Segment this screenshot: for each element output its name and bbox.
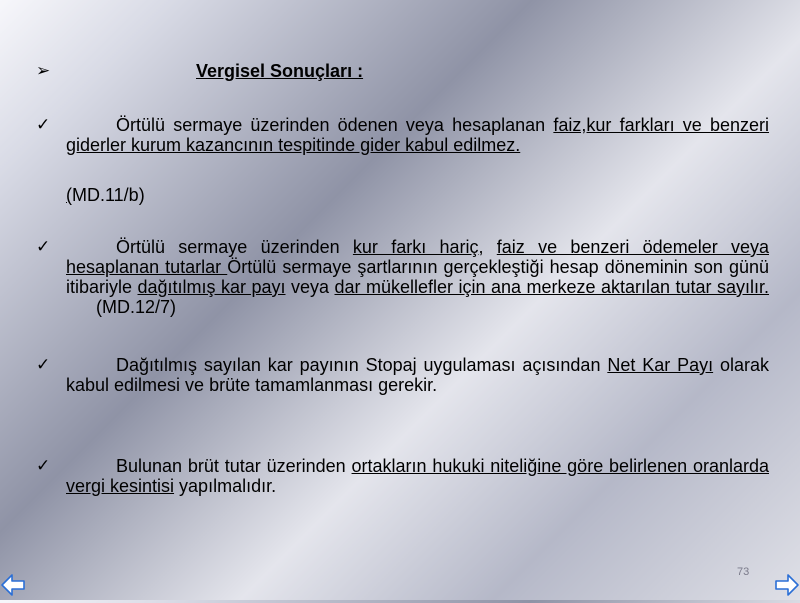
article-reference: (MD.11/b)	[66, 185, 145, 205]
list-item-text: Örtülü sermaye üzerinden kur farkı hariç, faiz ve benzeri ödemeler veya hesaplanan tutarlar Örtülü sermaye şartlarının gerçekleştiği hesap döneminin son günü itibariyle dağıtılmış kar payı veya dar mükellefler için ana merkeze aktarılan tutar sayılır. (MD.12/7)	[66, 237, 770, 317]
list-item-text: Örtülü sermaye üzerinden ödenen veya hesaplanan faiz,kur farkları ve benzeri giderler kurum kazancının tespitinde gider kabul edilmez.	[66, 115, 769, 155]
arrow-right-icon	[774, 572, 800, 598]
previous-slide-button[interactable]	[0, 572, 26, 598]
list-item-text: Bulunan brüt tutar üzerinden ortakların hukuki niteliğine göre belirlenen oranlarda vergi kesintisi yapılmalıdır.	[66, 456, 769, 496]
list-item-text: Dağıtılmış sayılan kar payının Stopaj uygulaması açısından Net Kar Payı olarak kabul edilmesi ve brüte tamamlanması gerekir.	[66, 355, 770, 395]
next-slide-button[interactable]	[774, 572, 800, 598]
check-bullet-icon: ✓	[36, 237, 51, 256]
check-bullet-icon: ✓	[36, 355, 51, 374]
check-bullet-icon: ✓	[36, 456, 51, 475]
check-bullet-icon: ✓	[36, 115, 51, 134]
arrow-bullet-icon: ➢	[36, 61, 51, 80]
slide-title: Vergisel Sonuçları :	[196, 61, 364, 81]
arrow-left-icon	[0, 572, 26, 598]
page-number: 73	[737, 566, 750, 578]
